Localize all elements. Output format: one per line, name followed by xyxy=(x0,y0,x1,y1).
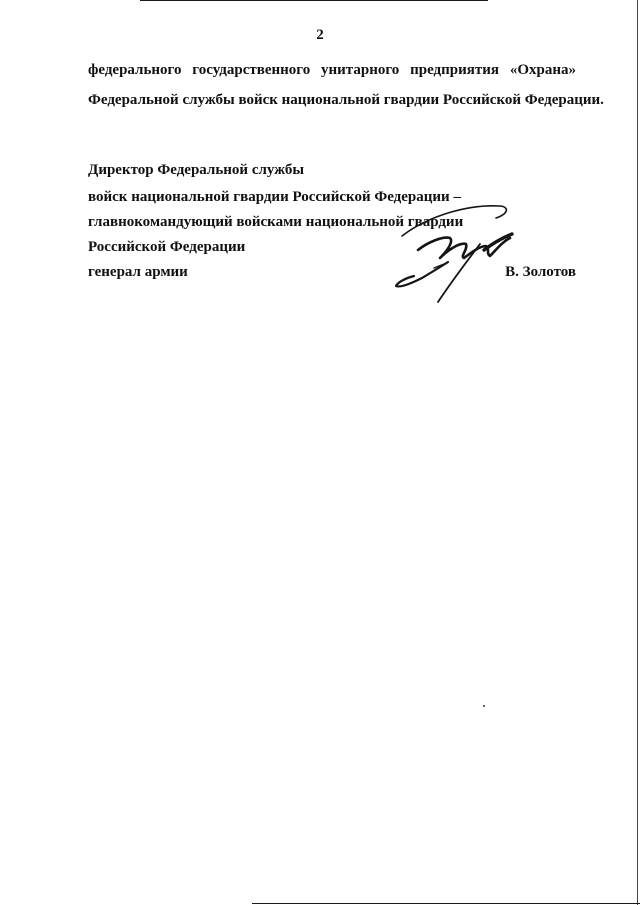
scan-speck xyxy=(483,705,485,707)
signer-name: В. Золотов xyxy=(505,264,576,280)
page-number: 2 xyxy=(316,27,324,43)
signer-title-line-2: войск национальной гвардии Российской Федерации – xyxy=(88,189,461,205)
paragraph-line-1: федерального государственного унитарного предприятия «Охрана» xyxy=(88,62,576,78)
signer-title-line-4: Российской Федерации xyxy=(88,239,246,255)
signer-title-line-1: Директор Федеральной службы xyxy=(88,162,305,178)
paragraph-line-2: Федеральной службы войск национальной гвардии Российской Федерации. xyxy=(88,92,604,108)
signer-rank: генерал армии xyxy=(88,264,188,280)
scan-edge-right xyxy=(637,0,638,905)
signer-title-line-3: главнокомандующий войсками национальной гвардии xyxy=(88,214,464,230)
handwritten-signature xyxy=(388,198,523,310)
scan-edge-bottom xyxy=(252,903,640,904)
scan-edge-top xyxy=(140,0,488,1)
